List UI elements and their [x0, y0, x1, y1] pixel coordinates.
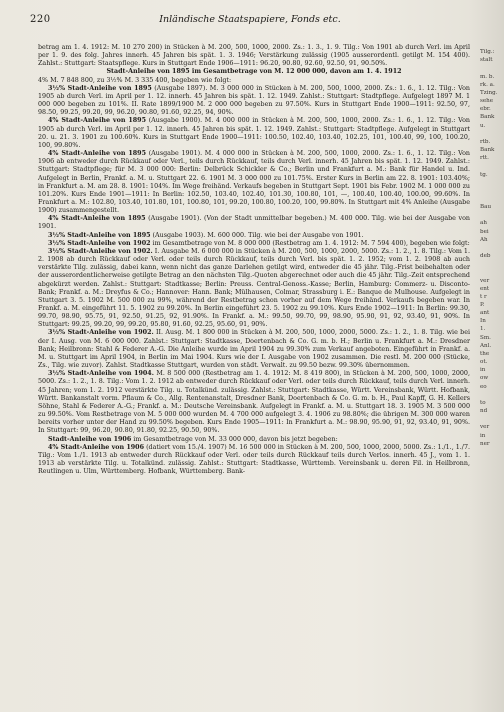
margin-fragment: ebr.	[480, 106, 491, 113]
margin-fragment	[480, 480, 504, 488]
loan-title: 3½% Stadt-Anleihe von 1895	[48, 231, 151, 239]
paragraph	[38, 117, 470, 150]
margin-fragment	[480, 187, 504, 195]
margin-fragment	[480, 578, 504, 586]
margin-fragment: tg.	[480, 171, 488, 178]
margin-fragment: u.	[480, 122, 486, 129]
margin-fragment	[480, 546, 504, 554]
margin-fragment: ver	[480, 277, 490, 284]
margin-fragment	[480, 162, 504, 170]
margin-fragment	[480, 472, 504, 480]
margin-fragment: m. b.	[480, 73, 495, 80]
margin-fragment: Ah	[480, 236, 488, 243]
margin-fragment	[480, 586, 504, 594]
paragraph-text: (Ausgabe 1897). M. 3 000 000 in Stücken à M. 200, 500, 1000, 2000. Zs.: 1. 6., 1. 12. Tilg.: Von 1905 ab durch Verl. im April per 1. 12. innerh. 45 Jahren bis spät. 1. 12. 1949. Zahlst.: Stuttgart: Stadtpflege. Aufgelegt 1897 M. 1 000 000 begeben zu 101%. II. Rate 1899/1900 M. 2 000 000 begeben zu 97.50%. Kurs in Stuttgart Ende 1900—1911: 92.50, 97, 98.50, 99.25, 99.20, 99, 96.20, 90.80, 91.60, 92.25, 94, 90%.	[38, 84, 470, 117]
margin-fragment: 1.	[480, 326, 486, 333]
margin-fragment	[480, 595, 504, 603]
margin-fragment	[480, 554, 504, 562]
loan-title: 3½% Stadt-Anleihe von 1902	[48, 239, 151, 247]
margin-fragment	[480, 521, 504, 529]
paragraph	[38, 150, 470, 215]
loan-title: 3½% Stadt-Anleihe von 1902.	[48, 247, 153, 255]
margin-fragment	[480, 456, 504, 464]
margin-fragment: stalt	[480, 57, 493, 64]
margin-fragment	[480, 268, 504, 276]
margin-fragment: eo	[480, 383, 487, 390]
body-text	[38, 44, 470, 476]
margin-fragment	[480, 179, 504, 187]
margin-fragment: sehe	[480, 98, 494, 105]
page-number: 220	[30, 14, 51, 25]
margin-fragment: ah	[480, 220, 487, 227]
margin-fragment	[480, 130, 504, 138]
page-header	[30, 14, 470, 28]
margin-fragment	[480, 497, 504, 505]
loan-title: Stadt-Anleihe von 1906	[48, 435, 132, 443]
paragraph	[38, 248, 470, 330]
margin-fragment: Tilg.:	[480, 49, 495, 56]
paragraph	[38, 370, 470, 435]
paragraph-text: (Ausgabe 1900). M. 4 000 000 in Stücken à M. 200, 500, 1000, 2000. Zs.: 1. 6., 1. 12. Tilg.: Von 1905 ab durch Verl. im April per 1. 12. innerh. 45 Jahren bis spät. 1. 12. 1949. Zahlst.: Stuttgart: Stadtpflege. Aufgelegt in Stuttgart 20. u. 21. 3. 1901 zu 100.60%. Kurs in Stuttgart Ende 1900—1911: 100.50, 102.40, 103.40, 102.25, 101, 100.40, 99, 100, 100.20, 100, 99.80%.	[38, 117, 470, 149]
paragraph-text: M. 8 500 000 (Restbetrag am 1. 4. 1912: M. 8 419 800), in Stücken à M. 200, 500, 1000, 2000, 5000. Zs.: 1. 2., 1. 8. Tilg.: Vom 1. 2. 1912 ab entweder durch Rückkauf oder Verl. oder teils durch Rückkauf, teils durch Verl. innerh. 45 Jahren; vom 1. 2. 1912 verstärkte Tilg. u. Totalkünd. zulässig. Zahlst.: Stuttgart: Stadtkasse, Württ. Vereinsbank, Württ. Hofbank, Württ. Bankanstalt vorm. Pflaum & Co., Allg. Rentenanstalt, Dresdner Bank, Doertenbach & Co. G. m. b. H., Paul Kapff, G. H. Kellers Söhne, Stahl & Federer A.-G.; Frankf. a. M.: Deutsche Vereinsbank. Aufgelegt in Frankf. a. M. u. Stuttgart 18. 3. 1905 M. 3 500 000 zu 99.50%. Vom Restbetrage von M. 5 000 000 wurden M. 4 700 000 aufgelegt 3. 4. 1906 zu 98.80%; die übrigen M. 300 000 waren bereits vorher unter der Hand zu 99.50% begeben. Kurs Ende 1905—1911: In Frankfurt a. M.: 98.90, 95.90, 91, 92, 93.40, 91, 90%. In Stuttgart: 99, 96.20, 90.80, 91.80, 92.25, 90.50, 90%.	[38, 370, 470, 435]
margin-fragment	[480, 64, 504, 72]
running-title: Inländische Staatspapiere, Fonds etc.	[159, 14, 341, 25]
margin-fragment	[480, 391, 504, 399]
margin-fragment: in	[480, 432, 486, 439]
margin-fragment	[480, 244, 504, 252]
loan-title: 4% Stadt-Anleihe von 1895	[48, 215, 146, 223]
margin-fragment	[480, 40, 504, 48]
margin-fragment	[480, 538, 504, 546]
paragraph-text: I. Ausgabe M. 6 000 000 in Stücken à M. 200, 500, 1000, 2000, 5000. Zs.: 1. 2., 1. 8. Tilg.: Vom 1. 2. 1908 ab durch Rückkauf oder Verl. oder teils durch Rückkauf, teils durch Verl. bis spät. 1. 2. 1952; vom 1. 2. 1908 ab auch verstärkte Tilg. zulässig, dabei kann, wenn nicht das ganze Darlehen getilgt wird, entweder die 45 jähr. Tilg.-Frist beibehalten oder der ausserordentlicherweise getilgte Betrag an den nächsten Tilg.-Quoten abgerechnet oder auch die 45 jähr. Tilg.-Zeit entsprechend abgekürzt werden. Zahlst.: Stuttgart: Stadtkasse; Berlin: Preuss. Central-Genoss.-Kasse; Berlin, Hamburg: Commerz- u. Disconto-Bank; Frankf. a. M.: Dreyfus & Co.; Hannover: Hann. Bank; Mülhausen, Colmar, Strassburg i. E.: Banque de Mulhouse. Aufgelegt in Stuttgart 3. 5. 1902 M. 500 000 zu 99%, während der Restbetrag schon vorher auf dem Wege freihänd. Verkaufs begeben war. In Frankf. a. M. eingeführt 11. 5. 1902 zu 99.20%. In Berlin eingeführt 23. 5. 1902 zu 99.10%. Kurs Ende 1902—1911: In Berlin: 99.30, 99.70, 98.90, 95.75, 91, 92.50, 91.25, 92, 91.90%. In Frankf. a. M.: 99.50, 99.70, 99, 98.90, 95.90, 91, 92, 93.40, 91, 90%. In Stuttgart: 99.25, 99.20, 99, 99.20, 95.80, 91.60, 92.25, 95.60, 91, 90%.	[38, 247, 470, 329]
margin-fragment: in	[480, 367, 486, 374]
margin-fragment: rtb.	[480, 138, 491, 145]
margin-fragment: Bank	[480, 147, 495, 154]
margin-fragment	[480, 603, 504, 611]
margin-fragment: deb	[480, 253, 491, 260]
paragraph	[38, 240, 470, 248]
margin-fragment: Bank	[480, 114, 495, 121]
adjacent-page-margin	[480, 40, 504, 712]
paragraph-text: im Gesamtbetrage von M. 8 000 000 (Restbetrag am 1. 4. 1912: M. 7 594 400), begeben wie folgt:	[150, 239, 470, 247]
section-heading	[38, 68, 470, 76]
loan-title: 3½% Stadt-Anleihe von 1904.	[48, 370, 154, 378]
margin-fragment	[480, 489, 504, 497]
margin-fragment: rk. a.	[480, 81, 495, 88]
margin-fragment	[480, 570, 504, 578]
paragraph-text: im Gesamtbetrage von M. 33 000 000, davon bis jetzt begeben:	[131, 435, 338, 443]
paragraph	[38, 444, 470, 477]
loan-title: 3½% Stadt-Anleihe von 1902.	[48, 329, 154, 337]
margin-fragment: ot.	[480, 359, 488, 366]
paragraph-text: 4% M. 7 848 800, zu 3½% M. 3 335 400, begeben wie folgt:	[38, 76, 232, 84]
margin-fragment: t r	[480, 293, 487, 300]
margin-fragment: to	[480, 399, 486, 406]
paragraph	[38, 77, 470, 85]
margin-fragment: nd	[480, 408, 488, 415]
loan-title: 4% Stadt-Anleihe von 1906	[48, 443, 145, 451]
margin-fragment: In	[480, 318, 486, 325]
paragraph-text: betrag am 1. 4. 1912: M. 10 270 200) in Stücken à M. 200, 500, 1000, 2000. Zs.: 1. 3., 1. 9. Tilg.: Von 1901 ab durch Verl. im April per 1. 9. des folg. Jahres innerh. 45 Jahren bis spät. 1. 3. 1946; Verstärkung zulässig (1905 ausserordentl. getilgt M. 154 400). Zahlst.: Stuttgart: Staatspflege. Kurs in Stuttgart Ende 1906—1911: 96.20, 90.80, 92.60, 92.50, 91, 90.50%.	[38, 44, 470, 68]
margin-fragment: rtt.	[480, 155, 489, 162]
margin-fragment	[480, 562, 504, 570]
loan-title: 3½% Stadt-Anleihe von 1895	[48, 84, 152, 92]
paragraph-text: (Ausgabe 1901). M. 4 000 000 in Stücken à M. 200, 500, 1000, 2000. Zs.: 1. 6., 1. 12. Tilg.: Von 1906 ab entweder durch Rückkauf oder Verl., teils durch Rückkauf, teils durch Verl. innerh. 45 Jahren bis spät. 1. 12. 1949. Zahlst.: Stuttgart: Stadtpflege; für M. 3 000 000: Berlin: Delbrück Schickler & Co.; Berlin und Frankfurt a. M.: Bank für Handel u. Ind. Aufgelegt in Berlin, Frankf. a. M. u. Stuttgart 22. 6. 1901 M. 3 000 000 zu 101.75%. Erster Kurs in Berlin am 22. 8. 1901: 103.40%; in Frankfurt a. M. am 28. 8. 1901: 104%. Im Wege freihänd. Verkaufs begeben in Stuttgart Sept. 1901 bis Febr. 1902 M. 1 000 000 zu 101.20%. Kurs Ende 1901—1911: In Berlin: 102.50, 103.40, 102.40, 101.30, 100.80, 101, —, 100.40, 100.40, 100.00, 99.60%. In Frankfurt a. M.: 102.80, 103.40, 101.80, 101, 100.80, 101, 99.20, 100.80, 100.20, 100, 99.80%. In Stuttgart mit 4% Anleihe (Ausgabe 1900) zusammengestellt.	[38, 150, 470, 215]
paragraph-text: (Ausgabe 1903). M. 600 000. Tilg. wie bei der Ausgabe von 1901.	[150, 231, 364, 239]
margin-fragment	[480, 195, 504, 203]
loan-title: 4% Stadt-Anleihe von 1895	[48, 117, 146, 125]
paragraph-text: (datiert vom 15./4. 1907) M. 16 500 000 in Stücken à M. 200, 500, 1000, 2000, 5000. Zs.: 1./1., 1./7. Tilg.: Vom 1./1. 1913 ab entweder durch Rückkauf oder Verl. oder teils durch Rückkauf teils durch Verlos. innerh. 45 J., vom 1. 1. 1913 ab verstärkte Tilg. u. Totalkünd. zulässig. Zahlst.: Stuttgart: Stadtkasse, Württemb. Vereinsbank u. deren Fil. in Heilbronn, Reutlingen u. Ulm, Württemberg. Hofbank, Württemberg. Bank-	[38, 443, 470, 476]
margin-fragment	[480, 415, 504, 423]
paragraph	[38, 436, 470, 444]
heading-text: Stadt-Anleihe von 1895 im Gesamtbetrage von M. 12 000 000, davon am 1. 4. 1912	[106, 68, 402, 76]
margin-fragment: Anl.	[480, 342, 492, 349]
margin-fragment: the	[480, 350, 490, 357]
margin-fragment: ent	[480, 285, 490, 292]
paragraph	[38, 44, 470, 68]
paragraph	[38, 232, 470, 240]
margin-fragment: P.	[480, 302, 485, 308]
margin-fragment	[480, 619, 504, 627]
margin-fragment: Sm.	[480, 334, 491, 341]
paragraph	[38, 85, 470, 118]
margin-fragment	[480, 448, 504, 456]
margin-fragment: Bau	[480, 204, 492, 211]
paragraph	[38, 329, 470, 370]
margin-fragment	[480, 513, 504, 521]
margin-fragment	[480, 529, 504, 537]
loan-title: 4% Stadt-Anleihe von 1895	[48, 150, 146, 158]
margin-fragment	[480, 464, 504, 472]
paragraph-text: II. Ausg. M. 1 800 000 in Stücken à M. 200, 500, 1000, 2000, 5000. Zs.: 1. 2., 1. 8. Tilg. wie bei der I. Ausg. von M. 6 000 000. Zahlst.: Stuttgart: Stadtkasse, Doertenbach & Co. G. m. b. H.; Berlin u. Frankfurt a. M.: Dresdner Bank; Heilbronn: Stahl & Federer A.-G. Die Anleihe wurde im April 1904 zu 99.30% zum Verkauf angeboten. Eingeführt in Frankf. a. M. u. Stuttgart im April 1904, in Berlin im Mai 1904. Kurs wie der I. Ausgabe von 1902 zusammen. Die restl. M. 200 000 (Stücke, Zs., Tilg. wie zuvor). Zahlst. Stadtkasse Stuttgart, wurden von städt. Verwalt. zu 99.50 bezw. 99.30% übernommen.	[38, 329, 470, 370]
margin-fragment	[480, 611, 504, 619]
margin-fragment: ant	[480, 310, 490, 317]
margin-fragment: ver	[480, 424, 490, 431]
paragraph-text: (Ausgabe 1901). (Von der Stadt unmittelbar begeben.) M. 400 000. Tilg. wie bei der Ausgabe von 1901.	[38, 215, 470, 231]
margin-fragment: Tzing.	[480, 89, 498, 96]
margin-fragment: ow	[480, 375, 489, 382]
margin-fragment	[480, 211, 504, 219]
paragraph	[38, 215, 470, 231]
margin-fragment	[480, 260, 504, 268]
margin-fragment: bei	[480, 228, 489, 235]
margin-fragment	[480, 505, 504, 513]
margin-fragment: ner	[480, 440, 490, 447]
